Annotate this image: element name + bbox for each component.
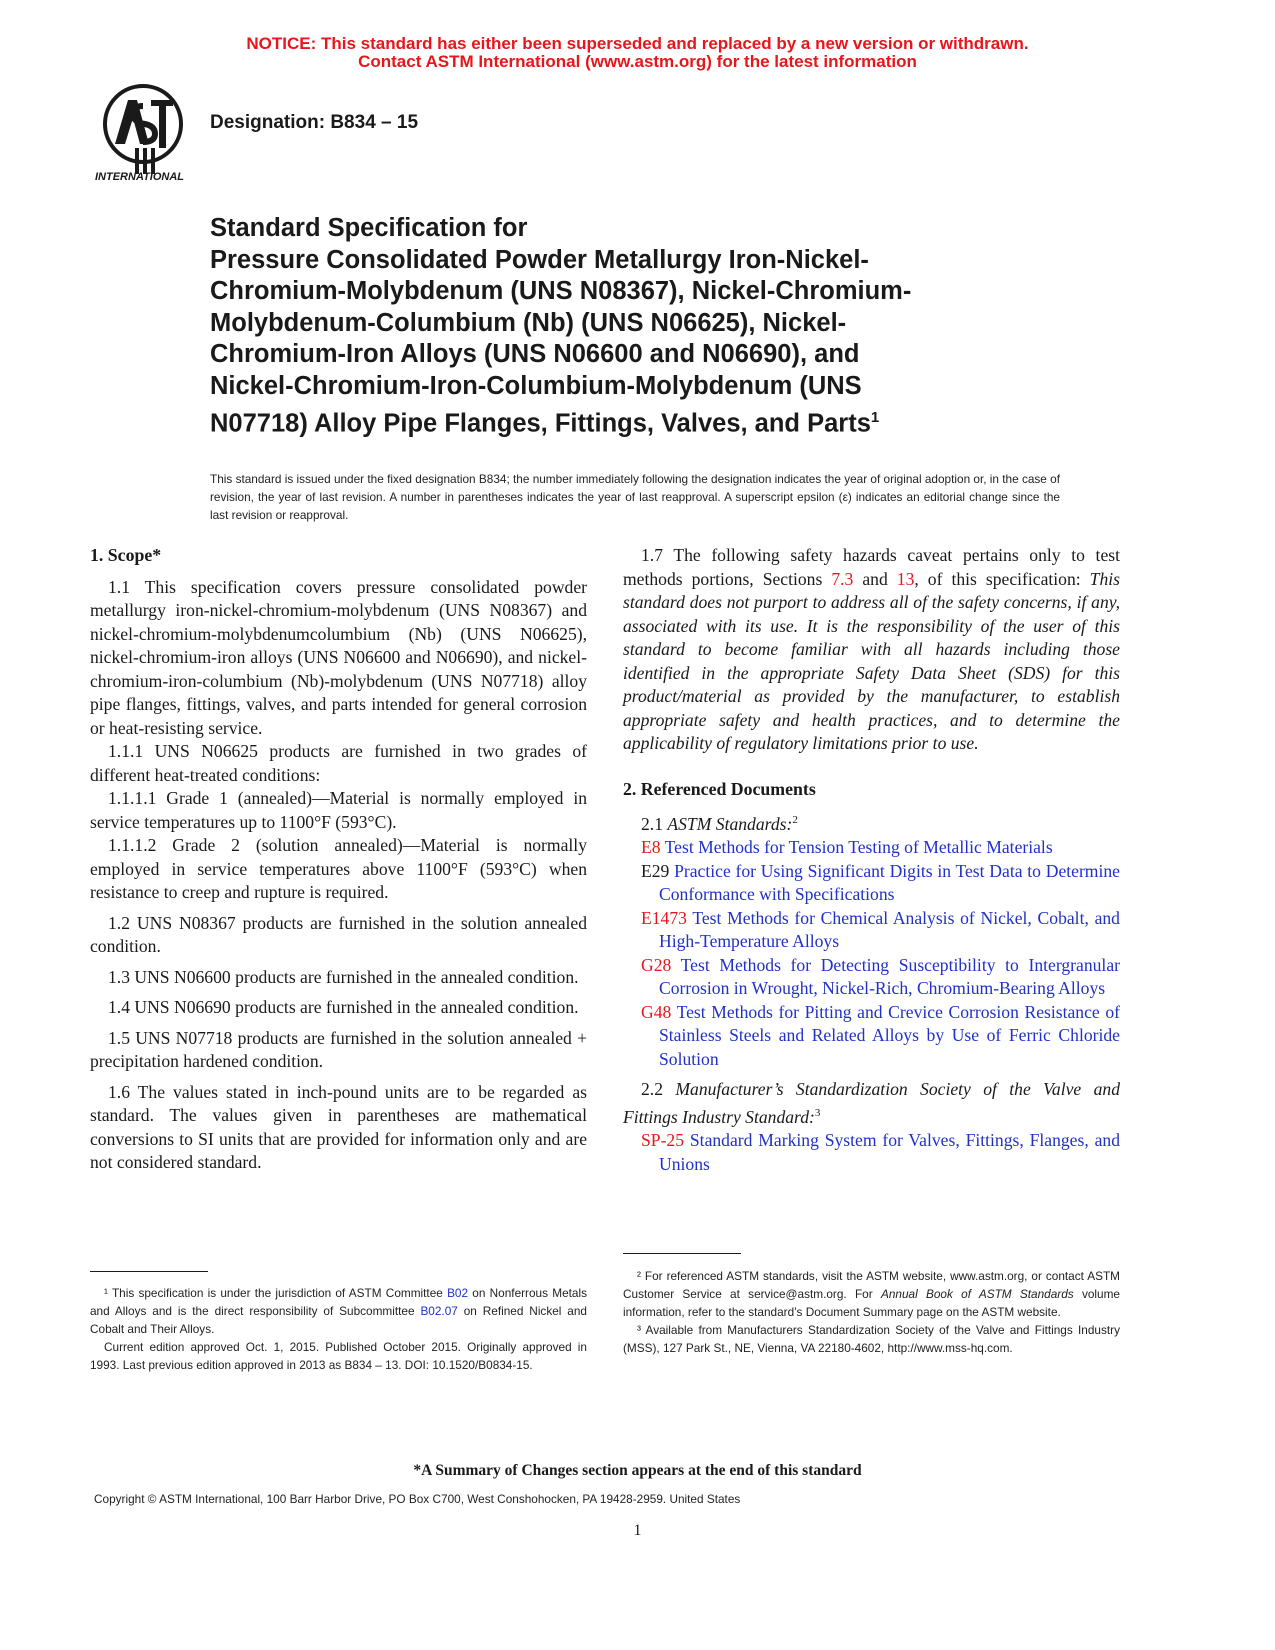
fn2-text: ² For referenced ASTM standards, visit the ASTM website, www.astm.org, or contact ASTM Customer Service at service@astm.org. For [623, 1269, 1120, 1301]
footnote-1-edition: Current edition approved Oct. 1, 2015. Published October 2015. Originally approved in 1993. Last previous edition approved in 2013 as B834 – 13. DOI: 10.1520/B0834-15. [90, 1340, 587, 1372]
fn2-italic: Annual Book of ASTM Standards [880, 1287, 1074, 1301]
fn1-text: ¹ This specification is under the jurisdiction of ASTM Committee [104, 1286, 448, 1300]
ref-item-g28[interactable] [623, 954, 1120, 1001]
ref-item-e1473[interactable] [623, 907, 1120, 954]
p2-1-num: 2.1 [641, 813, 668, 834]
paragraph-1-3: 1.3 UNS N06600 products are furnished in the annealed condition. [108, 966, 579, 987]
ref-title[interactable]: Test Methods for Chemical Analysis of Nickel, Cobalt, and High-Temperature Alloys [659, 907, 1120, 952]
p1-7-text-b: , of this specification: [914, 568, 1090, 589]
ref-item-e8[interactable] [623, 836, 1120, 860]
ref-item-e29[interactable] [623, 860, 1120, 907]
committee-link-b02[interactable]: B02 [447, 1286, 469, 1300]
p2-2-num: 2.2 [641, 1079, 676, 1100]
safety-caveat: This standard does not purport to address all of the safety concerns, if any, associated with its use. It is the responsibility of the user of this standard to become familiar with all hazards including those identified in the appropriate Safety Data Sheet (SDS) for this product/material as provided by the manufacturer, to establish appropriate safety and health practices, and to determine the applicability of regulatory limitations prior to use. [623, 568, 1120, 753]
footnote-divider-left [90, 1271, 208, 1272]
footnote-mark-2[interactable]: 2 [792, 814, 798, 826]
notice-line-1: NOTICE: This standard has either been superseded and replaced by a new version or withdrawn. [246, 34, 1029, 53]
paragraph-1-1-1-1: 1.1.1.1 Grade 1 (annealed)—Material is normally employed in service temperatures up to 1100°F (593°C). [90, 788, 587, 832]
title-line: Nickel-Chromium-Iron-Columbium-Molybdenum (UNS [210, 371, 862, 400]
paragraph-1-1: 1.1 This specification covers pressure consolidated powder metallurgy iron-nickel-chromium-molybdenum (UNS N08367) and nickel-chromium-molybdenumcolumbium (Nb) (UNS N06625), nickel-chromium-iron alloys (UNS N06600 and N06690), and nickel-chromium-iron-columbium (Nb)-molybdenum (UNS N07718) alloy pipe flanges, fittings, valves, and parts intended for general corrosion or heat-resisting service. [90, 576, 587, 738]
section-link-13[interactable]: 13 [896, 568, 915, 589]
ref-code[interactable]: G28 [641, 954, 672, 975]
p2-1-text: ASTM Standards: [667, 813, 793, 834]
subcommittee-link-b02-07[interactable]: B02.07 [420, 1304, 458, 1318]
p1-7-and: and [853, 568, 897, 589]
paragraph-1-1-1: 1.1.1 UNS N06625 products are furnished in two grades of different heat-treated conditions: [90, 741, 587, 785]
document-title [210, 213, 1110, 440]
title-line: Chromium-Iron Alloys (UNS N06600 and N06690), and [210, 340, 860, 368]
copyright: Copyright © ASTM International, 100 Barr Harbor Drive, PO Box C700, West Conshohocken, PA 19428-2959. United States [94, 1492, 741, 1506]
ref-title[interactable]: Test Methods for Tension Testing of Metallic Materials [664, 837, 1053, 858]
left-column [90, 544, 587, 1175]
paragraph-2-1 [623, 809, 1120, 836]
p2-2-text: Manufacturer’s Standardization Society of the Valve and Fittings Industry Standard: [623, 1079, 1120, 1127]
paragraph-1-6: 1.6 The values stated in inch-pound units are to be regarded as standard. The values given in parentheses are mathematical conversions to SI units that are provided for information only and are not considered standard. [90, 1081, 587, 1172]
title-line: Pressure Consolidated Powder Metallurgy Iron-Nickel- [210, 245, 869, 274]
astm-logo-icon [93, 82, 203, 182]
right-column [623, 544, 1120, 1176]
ref-item-g48[interactable] [623, 1001, 1120, 1072]
footnote-divider-right [623, 1253, 741, 1254]
fn1-text-b: on Nonferrous Metals and Alloys and is the direct responsibility of Subcommittee [90, 1286, 587, 1318]
paragraph-1-1-1-2: 1.1.1.2 Grade 2 (solution annealed)—Material is normally employed in service temperatures above 1100°F (593°C) when resistance to creep and rupture is required. [90, 835, 587, 902]
footnote-3: ³ Available from Manufacturers Standardization Society of the Valve and Fittings Industry (MSS), 127 Park St., NE, Vienna, VA 22180-4602, http://www.mss-hq.com. [623, 1323, 1120, 1355]
fn2-text-b: volume information, refer to the standard’s Document Summary page on the ASTM website. [623, 1287, 1120, 1319]
page-number: 1 [633, 1522, 642, 1539]
logo-text: INTERNATIONAL [95, 171, 185, 182]
paragraph-1-4: 1.4 UNS N06690 products are furnished in the annealed condition. [108, 997, 579, 1017]
ref-title[interactable]: Standard Marking System for Valves, Fittings, Flanges, and Unions [659, 1130, 1120, 1174]
ref-item-sp25[interactable] [623, 1129, 1120, 1176]
designation: Designation: B834 – 15 [210, 112, 419, 133]
footnote-mark-3[interactable]: 3 [814, 1106, 821, 1119]
footnotes-right [623, 1267, 1120, 1357]
notice-line-2: Contact ASTM International (www.astm.org) for the latest information [358, 52, 917, 71]
section-link-7-3[interactable]: 7.3 [831, 568, 854, 589]
section-heading-scope: 1. Scope* [90, 545, 162, 565]
paragraph-1-7 [623, 544, 1120, 756]
title-line: Standard Specification for [210, 214, 528, 242]
footnote-1 [90, 1284, 587, 1338]
title-line-last [210, 402, 1110, 440]
title-line: Chromium-Molybdenum (UNS N08367), Nickel-Chromium- [210, 277, 912, 305]
title-footnote-mark[interactable]: 1 [870, 409, 880, 426]
p1-7-text: 1.7 The following safety hazards caveat pertains only to test methods portions, Sections [623, 545, 1120, 589]
footnote-2 [623, 1267, 1120, 1321]
fn1-text-c: on Refined Nickel and Cobalt and Their Alloys. [90, 1304, 587, 1336]
summary-of-changes-note: *A Summary of Changes section appears at the end of this standard [413, 1462, 862, 1479]
ref-code[interactable]: SP-25 [641, 1130, 685, 1151]
title-line: Molybdenum-Columbium (Nb) (UNS N06625), Nickel- [210, 308, 847, 337]
ref-code: E29 [641, 860, 670, 881]
paragraph-1-5: 1.5 UNS N07718 products are furnished in the solution annealed + precipitation hardened condition. [90, 1027, 587, 1071]
intro-paragraph: This standard is issued under the fixed designation B834; the number immediately following the designation indicates the year of original adoption or, in the case of revision, the year of last revision. A number in parentheses indicates the year of last reapproval. A superscript epsilon (ε) indicates an editorial change since the last revision or reapproval. [210, 472, 1060, 522]
footnotes-left [90, 1284, 587, 1374]
ref-code[interactable]: E1473 [641, 907, 687, 928]
paragraph-2-2 [623, 1078, 1120, 1129]
title-line: N07718) Alloy Pipe Flanges, Fittings, Valves, and Parts [210, 409, 871, 438]
ref-code[interactable]: G48 [641, 1001, 672, 1022]
section-heading-referenced-documents: 2. Referenced Documents [623, 778, 816, 799]
ref-title[interactable]: Practice for Using Significant Digits in Test Data to Determine Conformance with Specifications [659, 860, 1120, 905]
ref-code[interactable]: E8 [641, 837, 661, 858]
ref-title[interactable]: Test Methods for Pitting and Crevice Corrosion Resistance of Stainless Steels and Related Alloys by Use of Ferric Chloride Solution [659, 1001, 1120, 1069]
ref-title[interactable]: Test Methods for Detecting Susceptibility to Intergranular Corrosion in Wrought, Nickel-Rich, Chromium-Bearing Alloys [659, 954, 1120, 999]
paragraph-1-2: 1.2 UNS N08367 products are furnished in the solution annealed condition. [90, 912, 587, 956]
